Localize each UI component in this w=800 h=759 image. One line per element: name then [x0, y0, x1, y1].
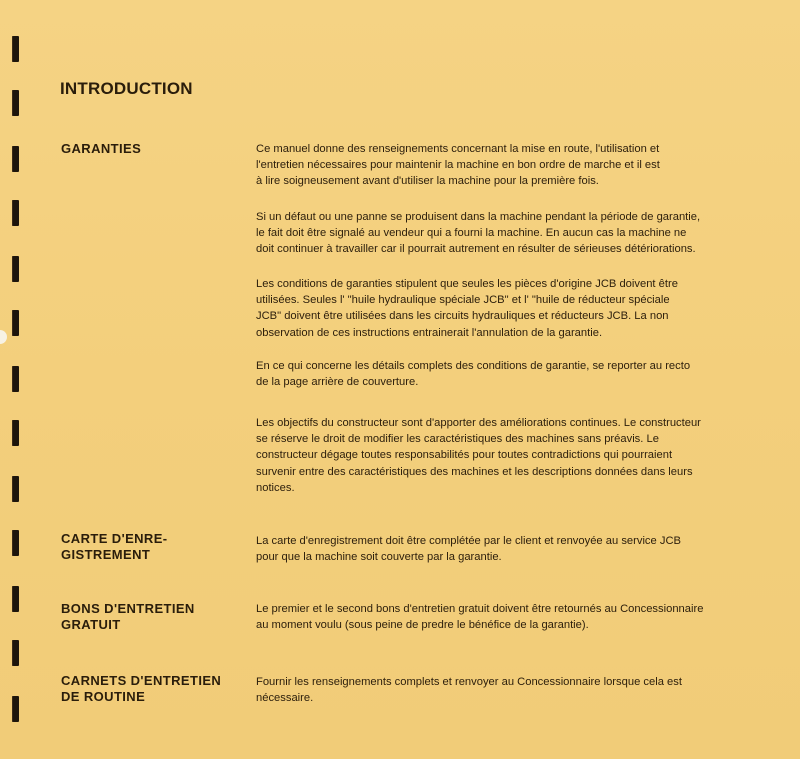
- binding-hole: [12, 530, 19, 556]
- binding-hole: [12, 200, 19, 226]
- paper-notch: [0, 330, 7, 344]
- text-line: le fait doit être signalé au vendeur qui a fourni la machine. En aucun cas la machine ne: [256, 227, 687, 240]
- text-line: En ce qui concerne les détails complets des conditions de garantie, se reporter au recto: [256, 360, 691, 372]
- paragraph-garanties-4: [256, 358, 756, 390]
- section-label-carnets: [61, 673, 251, 705]
- section-label-carte: [61, 531, 251, 563]
- binding-hole: [12, 90, 19, 116]
- spiral-binding: [0, 0, 40, 759]
- paragraph-carnets: [256, 674, 756, 706]
- text-line: l'entretien nécessaires pour maintenir la machine en bon ordre de marche et il est: [256, 159, 660, 172]
- label-line: GRATUIT: [61, 617, 121, 632]
- paragraph-garanties-1: [256, 141, 756, 190]
- text-line: à lire soigneusement avant d'utiliser la machine pour la première fois.: [256, 175, 599, 188]
- label-line: CARTE D'ENRE-: [61, 531, 168, 546]
- text-line: observation de ces instructions entrainerait l'annulation de la garantie.: [256, 326, 603, 339]
- binding-hole: [12, 36, 19, 62]
- text-line: nécessaire.: [256, 692, 314, 705]
- binding-hole: [12, 146, 19, 172]
- paragraph-garanties-2: [256, 209, 756, 258]
- binding-hole: [12, 420, 19, 446]
- text-line: La carte d'enregistrement doit être complétée par le client et renvoyée au service JCB: [256, 535, 681, 547]
- text-line: de la page arrière de couverture.: [256, 376, 419, 389]
- binding-hole: [12, 640, 19, 666]
- section-label-garanties: GARANTIES: [61, 141, 142, 156]
- section-label-bons: [61, 601, 251, 633]
- text-line: Les objectifs du constructeur sont d'apporter des améliorations continues. Le constructeur: [256, 417, 701, 429]
- text-line: doit continuer à travailler car il pourrait autrement en résulter de sérieuses détériorations.: [256, 243, 696, 256]
- binding-hole: [12, 366, 19, 392]
- page-title: INTRODUCTION: [60, 79, 193, 98]
- label-line: CARNETS D'ENTRETIEN: [61, 673, 222, 688]
- paragraph-garanties-5: [256, 415, 756, 496]
- text-line: constructeur dégage toutes responsabilités pour toutes contradictions qui pourraient: [256, 449, 673, 462]
- binding-hole: [12, 310, 19, 336]
- text-line: JCB" doivent être utilisées dans les circuits hydrauliques et réducteurs JCB. La non: [256, 310, 669, 323]
- paragraph-garanties-3: [256, 276, 756, 341]
- binding-hole: [12, 476, 19, 502]
- text-line: Fournir les renseignements complets et renvoyer au Concessionnaire lorsque cela est: [256, 676, 682, 688]
- text-line: survenir entre des caractéristiques des machines et les descriptions données dans leurs: [256, 465, 693, 478]
- paragraph-carte: [256, 533, 756, 565]
- label-line: BONS D'ENTRETIEN: [61, 601, 195, 616]
- text-line: notices.: [256, 481, 295, 494]
- text-line: utilisées. Seules l' "huile hydraulique spéciale JCB" et l' "huile de réducteur spéciale: [256, 294, 670, 307]
- binding-hole: [12, 586, 19, 612]
- text-line: Le premier et le second bons d'entretien gratuit doivent être retournés au Concessionnaire: [256, 603, 704, 615]
- label-line: DE ROUTINE: [61, 689, 146, 704]
- paragraph-bons: [256, 601, 756, 633]
- text-line: Ce manuel donne des renseignements concernant la mise en route, l'utilisation et: [256, 143, 660, 155]
- text-line: au moment voulu (sous peine de predre le bénéfice de la garantie).: [256, 619, 589, 632]
- label-line: GISTREMENT: [61, 547, 151, 562]
- binding-hole: [12, 696, 19, 722]
- text-line: Si un défaut ou une panne se produisent dans la machine pendant la période de garantie,: [256, 211, 701, 223]
- text-line: Les conditions de garanties stipulent que seules les pièces d'origine JCB doivent être: [256, 278, 678, 290]
- text-line: se réserve le droit de modifier les caractéristiques des machines sans préavis. Le: [256, 433, 659, 446]
- text-line: pour que la machine soit couverte par la garantie.: [256, 551, 502, 564]
- binding-hole: [12, 256, 19, 282]
